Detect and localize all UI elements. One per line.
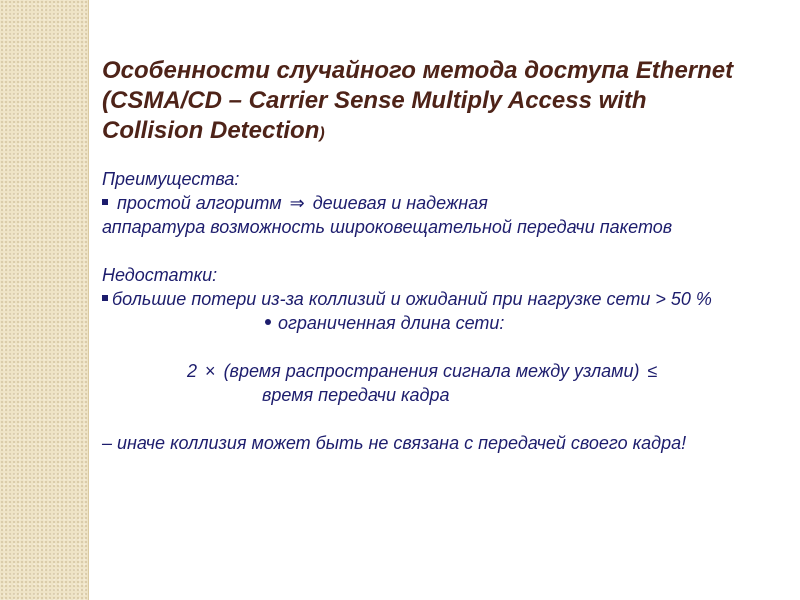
title-closing-paren: )	[319, 125, 325, 142]
formula-factor: 2	[187, 361, 198, 381]
formula-expression: (время распространения сигнала между узлами)	[223, 361, 640, 381]
slide-content	[102, 56, 754, 455]
implies-arrow-icon: ⇒	[289, 193, 305, 213]
disadvantages-item-2	[102, 311, 754, 335]
spacer	[102, 407, 754, 431]
disadvantages-heading: Недостатки:	[102, 265, 218, 285]
times-icon: ×	[205, 361, 216, 381]
advantage-text-part1: простой алгоритм	[117, 193, 282, 213]
formula-line-2: время передачи кадра	[262, 385, 450, 405]
disadvantages-item-1	[102, 287, 754, 311]
conclusion-text: – иначе коллизия может быть не связана с передачей своего кадра!	[102, 433, 687, 453]
title-line-2-text: (CSMA/CD – Carrier Sense Multiply Access with Collision Detection	[102, 87, 647, 144]
spacer	[102, 335, 754, 359]
square-bullet-icon	[102, 295, 108, 301]
spacer	[102, 239, 754, 263]
advantages-item	[102, 191, 754, 215]
decorative-side-band	[0, 0, 89, 600]
less-or-equal-icon: ≤	[647, 361, 658, 381]
formula-line-1	[102, 359, 754, 383]
disadvantage-text-2: ограниченная длина сети:	[278, 313, 505, 333]
advantages-item-continuation: аппаратура возможность широковещательной передачи пакетов	[102, 217, 673, 237]
advantage-text-part2: дешевая и надежная	[312, 193, 488, 213]
advantages-heading: Преимущества:	[102, 169, 240, 189]
title-line-2	[102, 86, 754, 149]
slide-title	[102, 56, 754, 149]
disadvantage-text-1: большие потери из-за коллизий и ожиданий при нагрузке сети > 50 %	[112, 289, 712, 309]
round-bullet-icon	[265, 319, 271, 325]
title-line-1: Особенности случайного метода доступа Ethernet	[102, 57, 734, 84]
square-bullet-icon	[102, 199, 108, 205]
slide-body	[102, 167, 754, 455]
